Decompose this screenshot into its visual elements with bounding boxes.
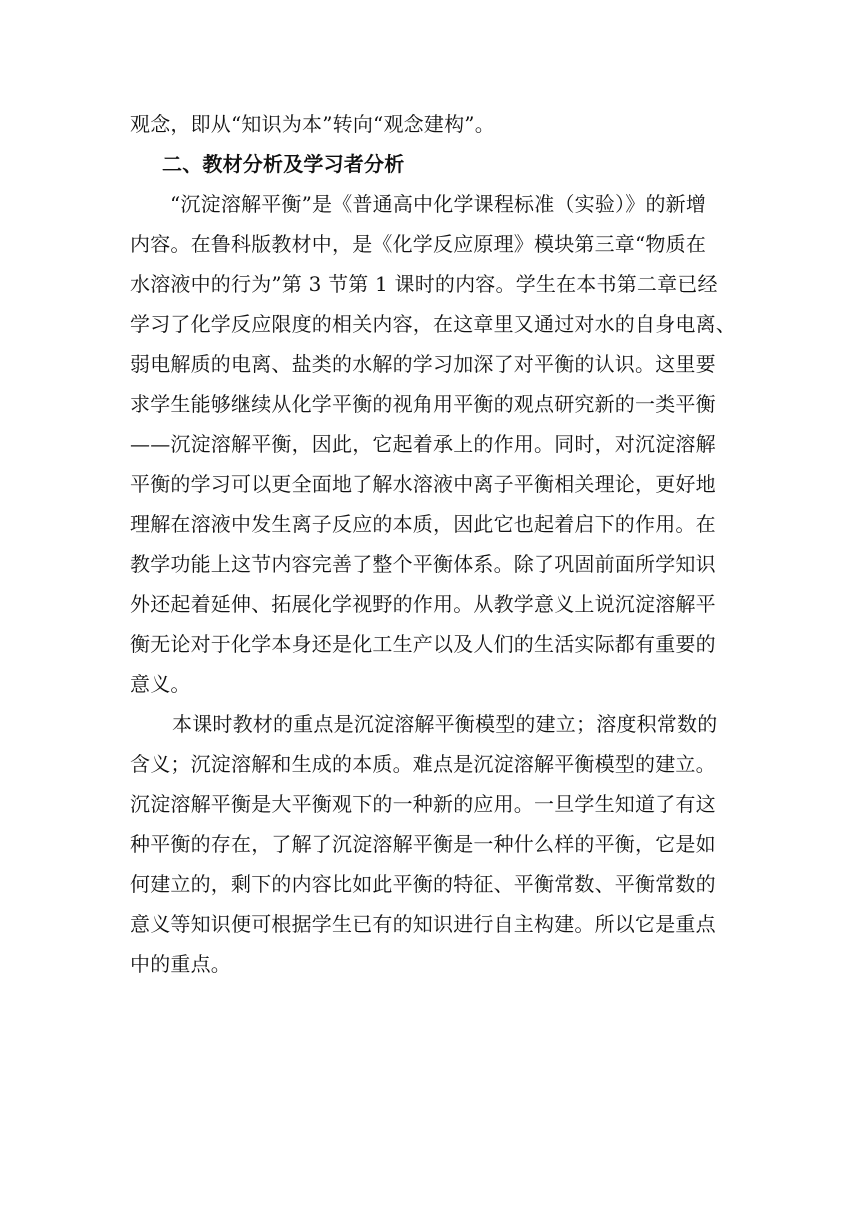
- paragraph-first-line: “沉淀溶解平衡”是《普通高中化学课程标准（实验）》的新增: [170, 192, 707, 216]
- text-line: 观念，即从“知识为本”转向“观念建构”。: [130, 112, 495, 136]
- text-line: 含义；沉淀溶解和生成的本质。难点是沉淀溶解平衡模型的建立。: [130, 752, 716, 776]
- text-line: 沉淀溶解平衡是大平衡观下的一种新的应用。一旦学生知道了有这: [130, 792, 716, 816]
- text-line: 求学生能够继续从化学平衡的视角用平衡的观点研究新的一类平衡: [130, 392, 716, 416]
- text-line: 外还起着延伸、拓展化学视野的作用。从教学意义上说沉淀溶解平: [130, 592, 716, 616]
- text-line: 水溶液中的行为”第 3 节第 1 课时的内容。学生在本书第二章已经: [130, 272, 718, 296]
- text-line: 何建立的，剩下的内容比如此平衡的特征、平衡常数、平衡常数的: [130, 872, 716, 896]
- text-line: 内容。在鲁科版教材中，是《化学反应原理》模块第三章“物质在: [130, 232, 707, 256]
- text-line: 中的重点。: [130, 952, 231, 976]
- text-line: 学习了化学反应限度的相关内容，在这章里又通过对水的自身电离、: [130, 312, 736, 336]
- text-line: 弱电解质的电离、盐类的水解的学习加深了对平衡的认识。这里要: [130, 352, 716, 376]
- text-line: 意义。: [130, 672, 191, 696]
- text-line: ——沉淀溶解平衡，因此，它起着承上的作用。同时，对沉淀溶解: [130, 432, 716, 456]
- paragraph-first-line: 本课时教材的重点是沉淀溶解平衡模型的建立；溶度积常数的: [172, 712, 718, 736]
- text-line: 平衡的学习可以更全面地了解水溶液中离子平衡相关理论，更好地: [130, 472, 716, 496]
- text-line: 意义等知识便可根据学生已有的知识进行自主构建。所以它是重点: [130, 912, 716, 936]
- text-line: 教学功能上这节内容完善了整个平衡体系。除了巩固前面所学知识: [130, 552, 716, 576]
- text-line: 衡无论对于化学本身还是化工生产以及人们的生活实际都有重要的: [130, 632, 716, 656]
- section-heading: 二、教材分析及学习者分析: [162, 152, 405, 176]
- document-page: [130, 104, 736, 984]
- text-line: 理解在溶液中发生离子反应的本质，因此它也起着启下的作用。在: [130, 512, 716, 536]
- text-line: 种平衡的存在，了解了沉淀溶解平衡是一种什么样的平衡，它是如: [130, 832, 716, 856]
